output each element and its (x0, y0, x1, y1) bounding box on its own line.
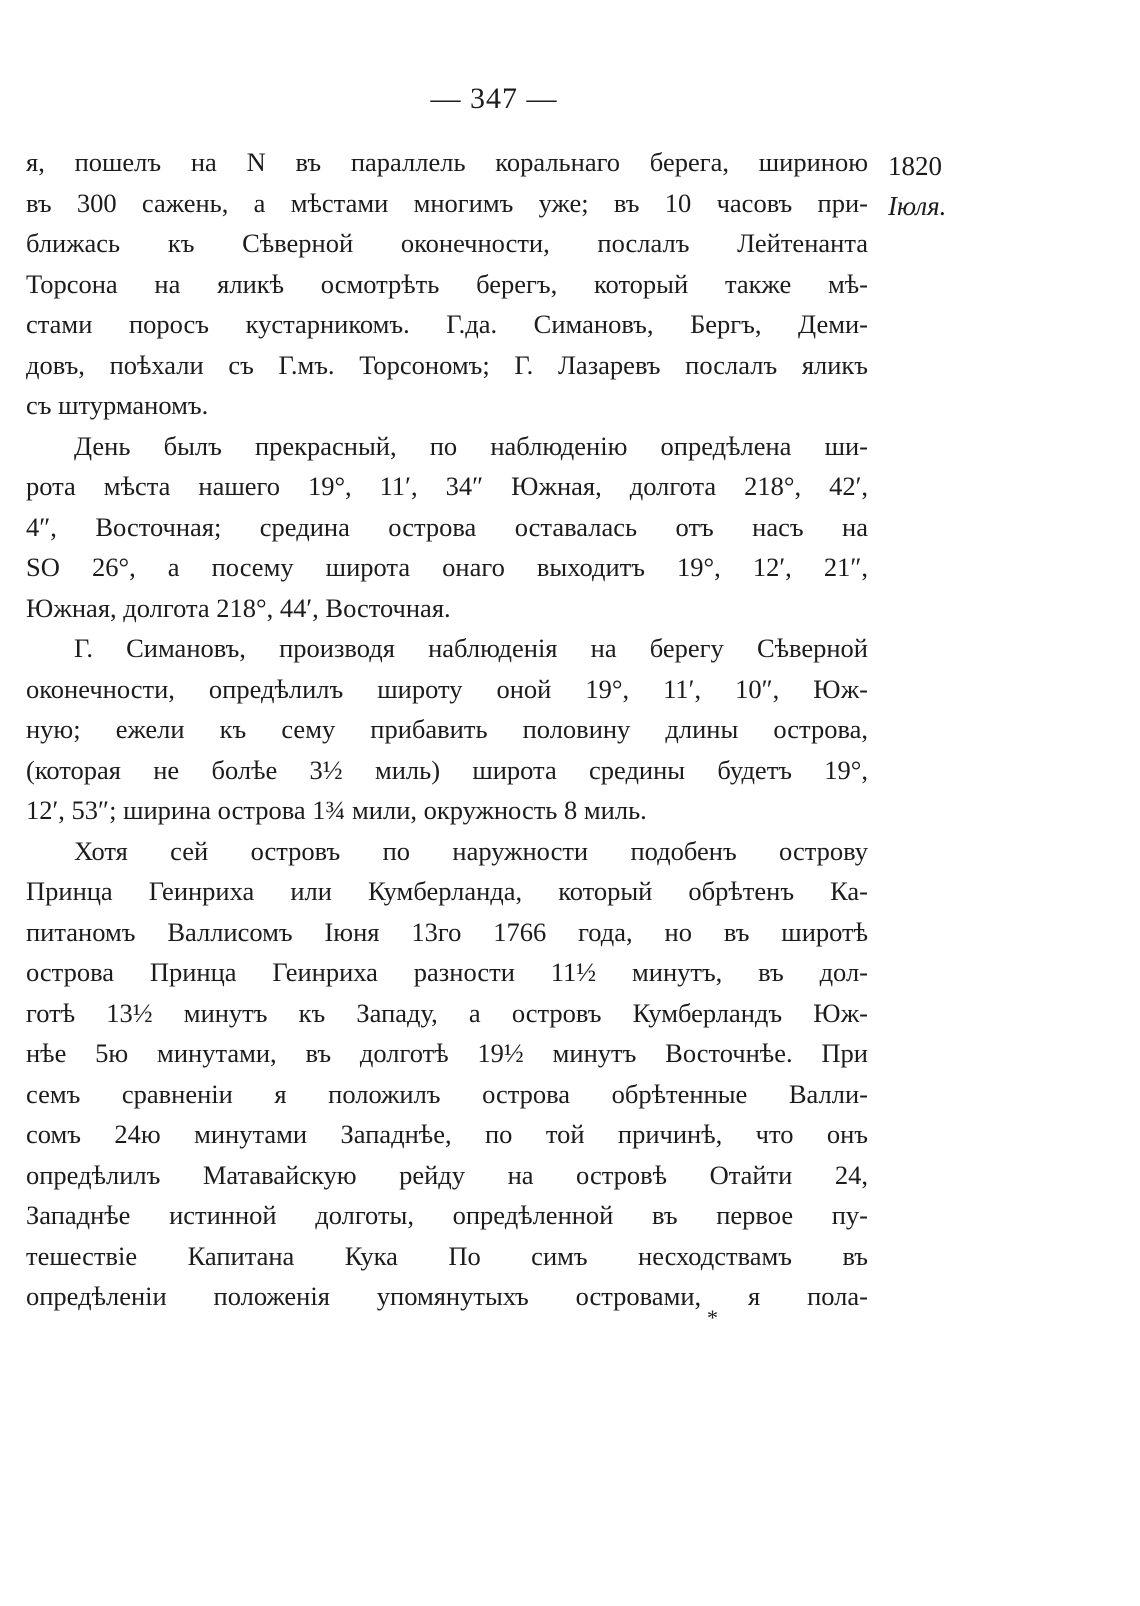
text-line: сомъ 24ю минутами Западнѣе, по той причинѣ, что онъ (26, 1119, 868, 1149)
text-line: острова Принца Геинриха разности 11½ минутъ, въ дол- (26, 957, 868, 987)
text-line: Торсона на яликѣ осмотрѣть берегъ, который также мѣ- (26, 268, 868, 299)
text-line: День былъ прекрасный, по наблюденію опредѣлена ши- (74, 430, 868, 461)
page-number: — 347 — (430, 82, 558, 115)
text-line: ближась къ Сѣверной оконечности, послалъ Лейтенанта (26, 228, 868, 258)
text-line: стами поросъ кустарникомъ. Г.да. Симановъ, Бергъ, Деми- (26, 309, 868, 339)
text-line: семъ сравненіи я положилъ острова обрѣтенные Валли- (26, 1078, 868, 1109)
text-line: довъ, поѣхали съ Г.мъ. Торсономъ; Г. Лазаревъ послалъ яликъ (26, 349, 868, 380)
text-line: оконечности, опредѣлилъ широту оной 19°, 11′, 10″, Юж- (26, 673, 868, 704)
text-line: тешествіе Капитана Кука По симъ несходствамъ въ (26, 1240, 868, 1271)
margin-note-month: Іюля. (888, 191, 947, 221)
text-line: рота мѣста нашего 19°, 11′, 34″ Южная, долгота 218°, 42′, (26, 471, 868, 501)
text-line: опредѣлилъ Матавайскую рейду на островѣ Отайти 24, (26, 1159, 868, 1190)
body-text (26, 142, 868, 1317)
text-line: нѣе 5ю минутами, въ долготѣ 19½ минутъ Восточнѣе. При (26, 1038, 868, 1068)
text-line: SO 26°, а посему широта онаго выходитъ 19°, 12′, 21″, (26, 552, 868, 582)
text-line: Принца Геинриха или Кумберланда, который обрѣтенъ Ка- (26, 876, 868, 906)
text-line: питаномъ Валлисомъ Іюня 13го 1766 года, но въ широтѣ (26, 916, 868, 947)
text-line: опредѣленіи положенія упомянутыхъ островами, я пола- (26, 1281, 868, 1311)
margin-note-year: 1820 (888, 151, 942, 181)
text-line: 12′, 53″; ширина острова 1¾ мили, окружность 8 миль. (26, 795, 647, 825)
signature-mark: * (707, 1305, 718, 1330)
text-line: ную; ежели къ сему прибавить половину длины острова, (26, 714, 868, 744)
text-line: Южная, долгота 218°, 44′, Восточная. (26, 592, 451, 623)
text-line: Хотя сей островъ по наружности подобенъ острову (74, 835, 868, 866)
text-line: я, пошелъ на N въ параллель коральнаго берега, шириною (26, 147, 868, 177)
text-line: 4″, Восточная; средина острова оставалась отъ насъ на (26, 511, 868, 542)
text-line: готѣ 13½ минутъ къ Западу, а островъ Кумберландъ Юж- (26, 997, 868, 1028)
text-line: съ штурманомъ. (26, 390, 209, 420)
text-line: въ 300 сажень, а мѣстами многимъ уже; въ 10 часовъ при- (26, 187, 868, 218)
text-line: (которая не болѣе 3½ миль) широта средины будетъ 19°, (26, 754, 868, 785)
text-line: Г. Симановъ, производя наблюденія на берегу Сѣверной (74, 633, 868, 663)
text-line: Западнѣе истинной долготы, опредѣленной въ первое пу- (26, 1200, 868, 1230)
